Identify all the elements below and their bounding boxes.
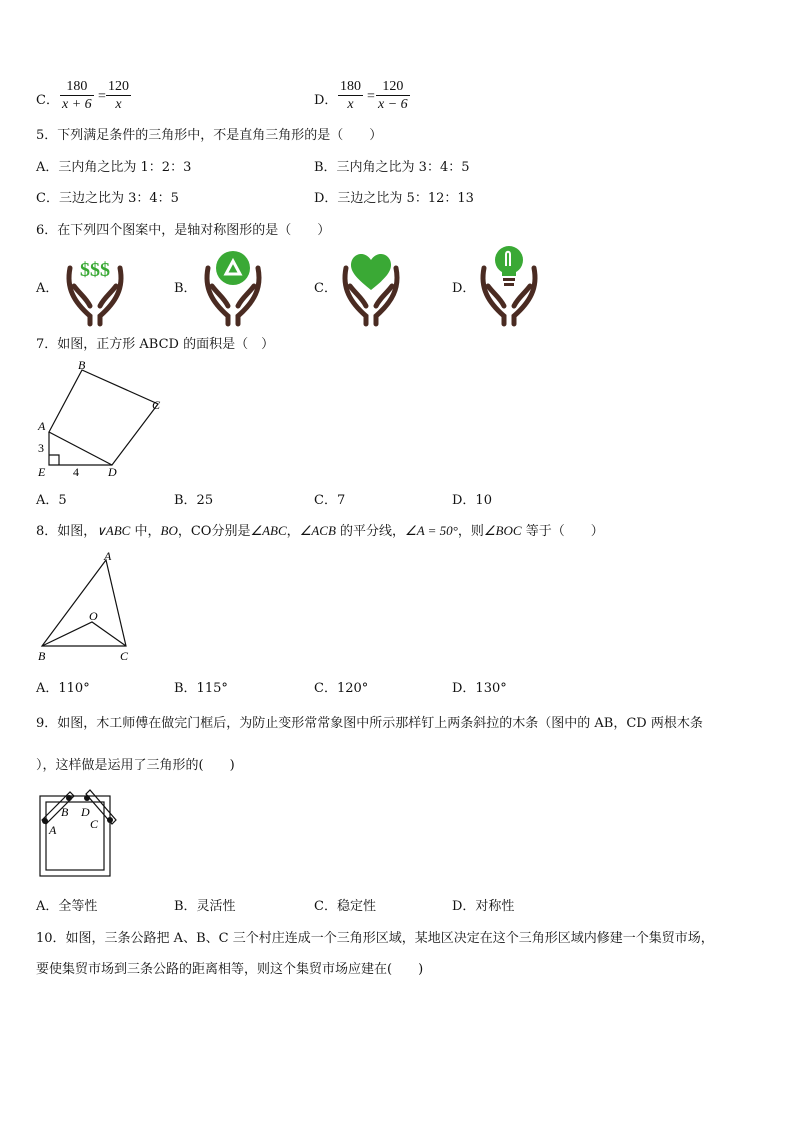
q8-triangle-figure (36, 548, 146, 666)
q6-stem: 6．在下列四个图案中，是轴对称图形的是（ ） (36, 223, 331, 238)
q4-d-right-fraction (376, 78, 410, 113)
q9-option-d: D．对称性 (452, 899, 515, 914)
q10-stem-line2: 要使集贸市场到三条公路的距离相等，则这个集贸市场应建在( ) (36, 962, 424, 977)
q10-stem-line1: 10．如图，三条公路把 A、B、C 三个村庄连成一个三角形区域，某地区决定在这个三角形区域内修建一个集贸市场， (36, 931, 714, 946)
q8-triangle: ∨ABC (96, 523, 131, 538)
dollar-hands-icon (62, 246, 128, 324)
q8-option-d: D．130° (452, 681, 507, 696)
q4-d-left-numerator: 180 (340, 79, 361, 94)
q7-label-c: C (152, 398, 161, 412)
q7-option-d: D．10 (452, 493, 492, 508)
q8-mid5: ，则 (457, 524, 484, 539)
q8-angle-boc: ∠BOC (483, 523, 522, 538)
q7-label-3: 3 (38, 441, 44, 455)
q5-stem: 5．下列满足条件的三角形中，不是直角三角形的是（ ） (36, 128, 383, 143)
q7-label-4: 4 (73, 465, 79, 479)
q8-angle-abc: ∠ABC (250, 523, 287, 538)
q7-option-c: C．7 (314, 493, 346, 508)
q8-label-a: A (104, 549, 112, 563)
q9-label-b: B (61, 805, 69, 819)
heart-hands-icon (338, 246, 404, 324)
q9-stem-line1: 9．如图，木工师傅在做完门框后，为防止变形常常象图中所示那样钉上两条斜拉的木条（图中的 AB，CD 两根木条 (36, 716, 703, 731)
q4-d-equals: = (367, 89, 375, 104)
q4-d-left-fraction (338, 78, 363, 113)
q4-c-equals: = (98, 89, 106, 104)
q9-option-c: C．稳定性 (314, 899, 376, 914)
q4-d-left-denominator: x (347, 97, 354, 112)
q4-c-right-denominator: x (115, 97, 122, 112)
lightbulb-hands-icon (476, 244, 542, 324)
q7-square-figure (34, 356, 174, 480)
q7-label-e: E (38, 465, 46, 479)
q4-option-c-label: C． (36, 93, 59, 108)
q8-bo: BO (160, 523, 178, 538)
q7-option-b: B．25 (174, 493, 214, 508)
q5-option-d: D．三边之比为 5：12：13 (314, 191, 474, 206)
q6-option-d: D． (452, 281, 476, 296)
q4-d-right-numerator: 120 (376, 78, 410, 96)
q5-option-c: C．三边之比为 3：4：5 (36, 191, 179, 206)
q9-label-d: D (81, 805, 90, 819)
q4-option-d-label: D． (314, 93, 338, 108)
q5-option-a: A．三内角之比为 1：2：3 (36, 160, 192, 175)
q8-stem (36, 520, 604, 539)
q7-label-b: B (78, 358, 86, 372)
q8-option-a: A．110° (36, 681, 90, 696)
q8-option-c: C．120° (314, 681, 369, 696)
q9-door-frame-figure (36, 790, 126, 882)
q8-option-b: B．115° (174, 681, 228, 696)
q4-c-right-numerator: 120 (108, 79, 129, 94)
q9-label-a: A (49, 823, 57, 837)
q9-option-a: A．全等性 (36, 899, 98, 914)
q4-d-right-denominator: x − 6 (378, 97, 408, 112)
dollar-signs: $$$ (80, 259, 110, 281)
q9-option-b: B．灵活性 (174, 899, 236, 914)
q4-c-left-denominator: x + 6 (62, 97, 92, 112)
q8-label-o: O (89, 609, 98, 623)
q9-label-c: C (90, 817, 99, 831)
q9-stem-line2: ），这样做是运用了三角形的( ) (36, 758, 235, 773)
q8-tail: 等于（ ） (521, 524, 604, 539)
q4-c-left-numerator: 180 (60, 78, 94, 96)
q7-label-a: A (38, 419, 46, 433)
q7-option-a: A．5 (36, 493, 67, 508)
q8-mid3: ， (286, 524, 300, 539)
q5-option-b: B．三内角之比为 3：4：5 (314, 160, 470, 175)
q4-c-left-fraction (60, 78, 94, 113)
recycle-hands-icon (200, 246, 266, 324)
q8-stem-pre: 8．如图， (36, 524, 97, 539)
q8-mid4: 的平分线， (335, 524, 406, 539)
q8-condition: ∠A = 50° (405, 523, 458, 538)
q4-c-right-fraction (106, 78, 131, 113)
q6-option-b: B． (174, 281, 197, 296)
q6-option-c: C． (314, 281, 337, 296)
q7-label-d: D (108, 465, 117, 479)
q8-angle-acb: ∠ACB (299, 523, 336, 538)
q7-stem: 7．如图，正方形 ABCD 的面积是（ ） (36, 337, 275, 352)
q8-label-b: B (38, 649, 46, 663)
q8-mid2: ，CO分别是 (177, 524, 251, 539)
q8-label-c: C (120, 649, 129, 663)
q8-mid1: 中， (130, 524, 161, 539)
q6-option-a: A． (36, 281, 59, 296)
